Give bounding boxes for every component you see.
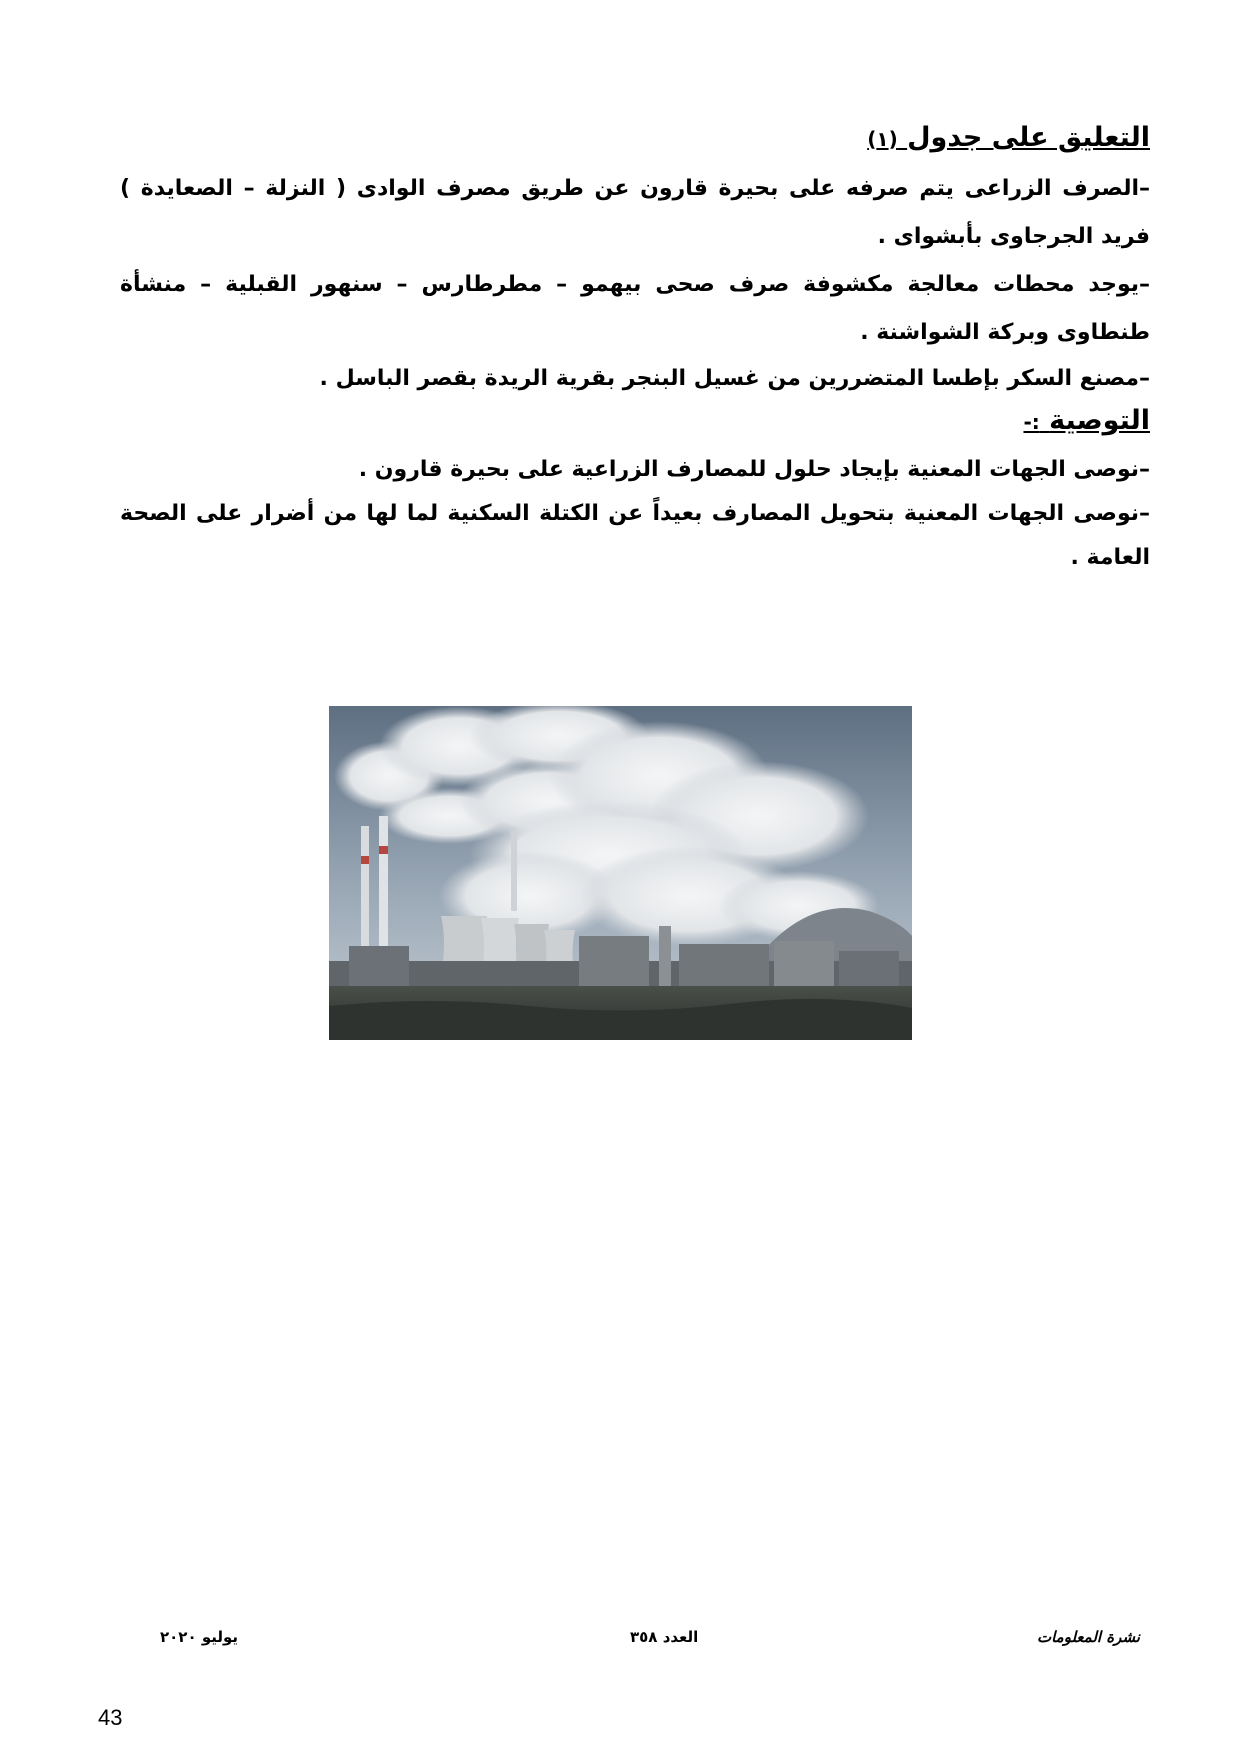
- heading-suffix: :-: [1023, 410, 1040, 434]
- paragraph: –مصنع السكر بإطسا المتضررين من غسيل البنجر بقرية الريدة بقصر الباسل .: [319, 366, 1150, 391]
- article-body: [120, 118, 1150, 580]
- footer-publication: نشرة المعلومات: [1036, 1628, 1140, 1646]
- footer-date: يوليو ٢٠٢٠: [160, 1628, 239, 1646]
- page-number: 43: [98, 1705, 123, 1730]
- paragraph: –الصرف الزراعى يتم صرفه على بحيرة قارون عن طريق مصرف الوادى ( النزلة – الصعايدة ) فريد الجرجاوى بأبشواى .: [120, 176, 1150, 249]
- paragraph: –نوصى الجهات المعنية بإيجاد حلول للمصارف الزراعية على بحيرة قارون .: [358, 457, 1150, 482]
- page-footer: [150, 1628, 1140, 1658]
- heading-text: التعليق على جدول: [907, 122, 1150, 153]
- heading-number: (١): [867, 127, 898, 151]
- heading-text: التوصية: [1049, 405, 1150, 436]
- section-heading-recommendation: [120, 401, 1150, 442]
- paragraph: –يوجد محطات معالجة مكشوفة صرف صحى بيهمو – مطرطارس – سنهور القبلية – منشأة طنطاوى وبركة الشواشنة .: [120, 272, 1150, 345]
- industrial-smokestacks-photo: [329, 706, 912, 1040]
- footer-issue: العدد ٣٥٨: [630, 1628, 699, 1646]
- paragraph: –نوصى الجهات المعنية بتحويل المصارف بعيداً عن الكتلة السكنية لما لها من أضرار على الصحة العامة .: [120, 501, 1150, 570]
- section-heading-table-comment: [120, 118, 1150, 159]
